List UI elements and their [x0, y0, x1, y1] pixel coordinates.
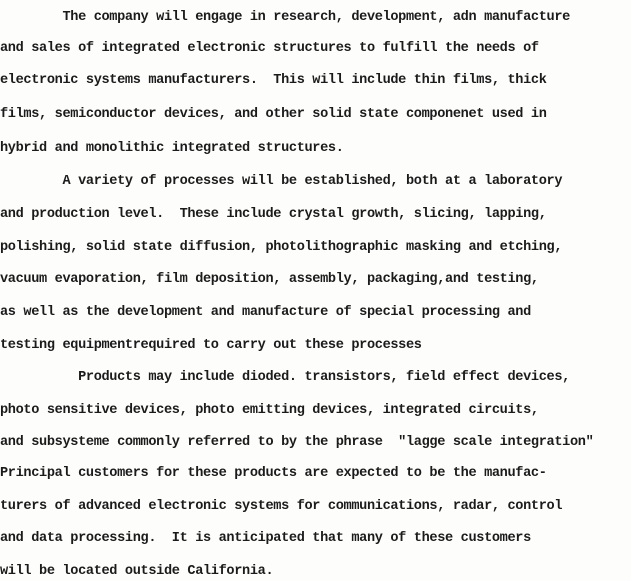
text-line: Products may include dioded. transistors, field effect devices, [0, 370, 570, 385]
text-line: photo sensitive devices, photo emitting devices, integrated circuits, [0, 403, 539, 418]
text-line: testing equipmentrequired to carry out these processes [0, 338, 422, 353]
text-line: as well as the development and manufacture of special processing and [0, 305, 531, 320]
text-line: A variety of processes will be established, both at a laboratory [0, 174, 563, 189]
text-line: electronic systems manufacturers. This will include thin films, thick [0, 73, 547, 88]
text-line: and sales of integrated electronic structures to fulfill the needs of [0, 41, 539, 56]
text-line: polishing, solid state diffusion, photolithographic masking and etching, [0, 240, 563, 255]
text-line: hybrid and monolithic integrated structures. [0, 141, 344, 156]
text-line: and subsysteme commonly referred to by the phrase "lagge scale integration" [0, 435, 594, 450]
text-line: films, semiconductor devices, and other solid state componenet used in [0, 107, 547, 122]
text-line: Principal customers for these products are expected to be the manufac- [0, 466, 547, 481]
text-line: The company will engage in research, development, adn manufacture [0, 10, 570, 25]
text-line: will be located outside California. [0, 564, 274, 579]
text-line: turers of advanced electronic systems for communications, radar, control [0, 499, 563, 514]
text-line: vacuum evaporation, film deposition, assembly, packaging,and testing, [0, 272, 539, 287]
text-line: and data processing. It is anticipated that many of these customers [0, 531, 531, 546]
text-line: and production level. These include crystal growth, slicing, lapping, [0, 207, 547, 222]
